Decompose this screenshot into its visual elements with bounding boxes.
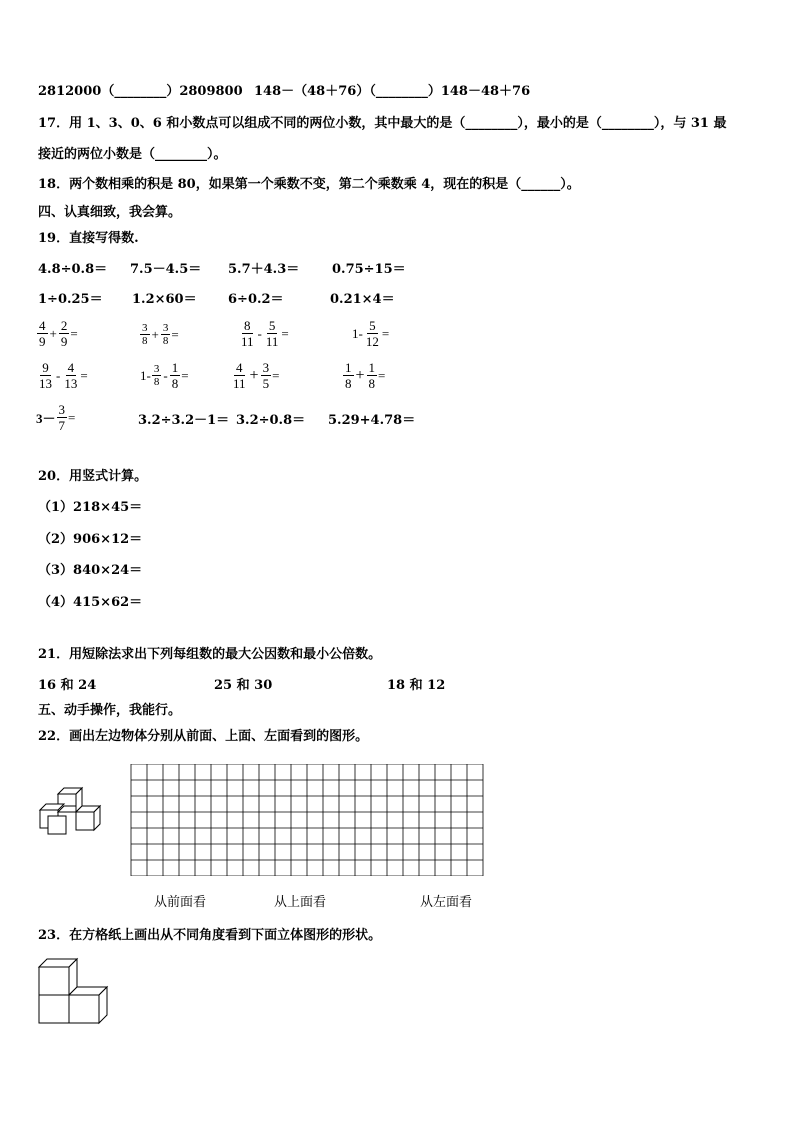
q19-r1-c3: 5.7＋4.3＝ [228, 262, 300, 277]
q19-fraction-expr-1: $\frac{4}{9}$ + $\frac{2}{9}$ = [39, 318, 78, 349]
q21-pair-1: 16 和 24 [38, 678, 97, 693]
q20-item-4: （4）415×62＝ [38, 595, 143, 610]
q19-fraction-expr-9: 3－ $\frac{3}{7}$ = [36, 402, 76, 433]
q20-title: 20．用竖式计算。 [38, 469, 148, 484]
q19-title: 19．直接写得数. [38, 231, 139, 246]
q18-text: 18．两个数相乘的积是 80，如果第一个乘数不变，第二个乘数乘 4，现在的积是（______）。 [38, 177, 580, 192]
q19-fraction-expr-6: 1- $\frac{3}{8}$ - $\frac{1}{8}$ = [140, 360, 189, 391]
caption-front-view: 从前面看 [154, 895, 207, 910]
q19-r5-c2: 3.2÷3.2－1＝ [138, 413, 230, 428]
q19-r5-c4: 5.29+4.78＝ [328, 413, 416, 428]
q19-fraction-expr-5: $\frac{9}{13}$ - $\frac{4}{13}$ = [39, 360, 88, 391]
q19-fraction-expr-7: $\frac{4}{11}$ + $\frac{3}{5}$ = [233, 360, 280, 391]
section-4-heading: 四、认真细致，我会算。 [38, 205, 182, 220]
q19-fraction-expr-3: $\frac{8}{11}$ - $\frac{5}{11}$ = [241, 318, 289, 349]
q17-line2: 接近的两位小数是（________）。 [38, 147, 227, 162]
q19-fraction-expr-2: $\frac{3}{8}$ + $\frac{3}{8}$ = [142, 322, 179, 347]
q20-item-1: （1）218×45＝ [38, 500, 143, 515]
q19-r1-c4: 0.75÷15＝ [332, 262, 406, 277]
q23-title: 23．在方格纸上画出从不同角度看到下面立体图形的形状。 [38, 928, 382, 943]
q20-item-3: （3）840×24＝ [38, 563, 143, 578]
q20-item-2: （2）906×12＝ [38, 532, 143, 547]
compare-line-b: 148－（48＋76）（________）148－48＋76 [254, 84, 531, 99]
q23-cube-figure [36, 956, 116, 1026]
q19-fraction-expr-4: 1- $\frac{5}{12}$ = [352, 318, 390, 349]
caption-top-view: 从上面看 [274, 895, 327, 910]
q21-pair-3: 18 和 12 [387, 678, 446, 693]
q19-r2-c3: 6÷0.2＝ [228, 292, 284, 307]
q19-r1-c1: 4.8÷0.8＝ [38, 262, 108, 277]
q19-r2-c1: 1÷0.25＝ [38, 292, 103, 307]
q19-fraction-expr-8: $\frac{1}{8}$ + $\frac{1}{8}$ = [345, 360, 386, 391]
section-5-heading: 五、动手操作，我能行。 [38, 703, 182, 718]
q22-title: 22．画出左边物体分别从前面、上面、左面看到的图形。 [38, 729, 369, 744]
q21-title: 21．用短除法求出下列每组数的最大公因数和最小公倍数。 [38, 647, 382, 662]
q19-r2-c2: 1.2×60＝ [132, 292, 197, 307]
q17-line1: 17．用 1、3、0、6 和小数点可以组成不同的两位小数，其中最大的是（________），最小的是（________），与 31 最 [38, 116, 727, 131]
q19-r2-c4: 0.21×4＝ [330, 292, 395, 307]
q19-r1-c2: 7.5－4.5＝ [130, 262, 202, 277]
q22-cube-figure [36, 786, 104, 838]
q19-r5-c3: 3.2÷0.8＝ [236, 413, 306, 428]
q22-square-grid[interactable] [130, 764, 486, 876]
caption-left-view: 从左面看 [420, 895, 473, 910]
compare-line-a: 2812000（________）2809800 [38, 84, 243, 99]
q21-pair-2: 25 和 30 [214, 678, 273, 693]
